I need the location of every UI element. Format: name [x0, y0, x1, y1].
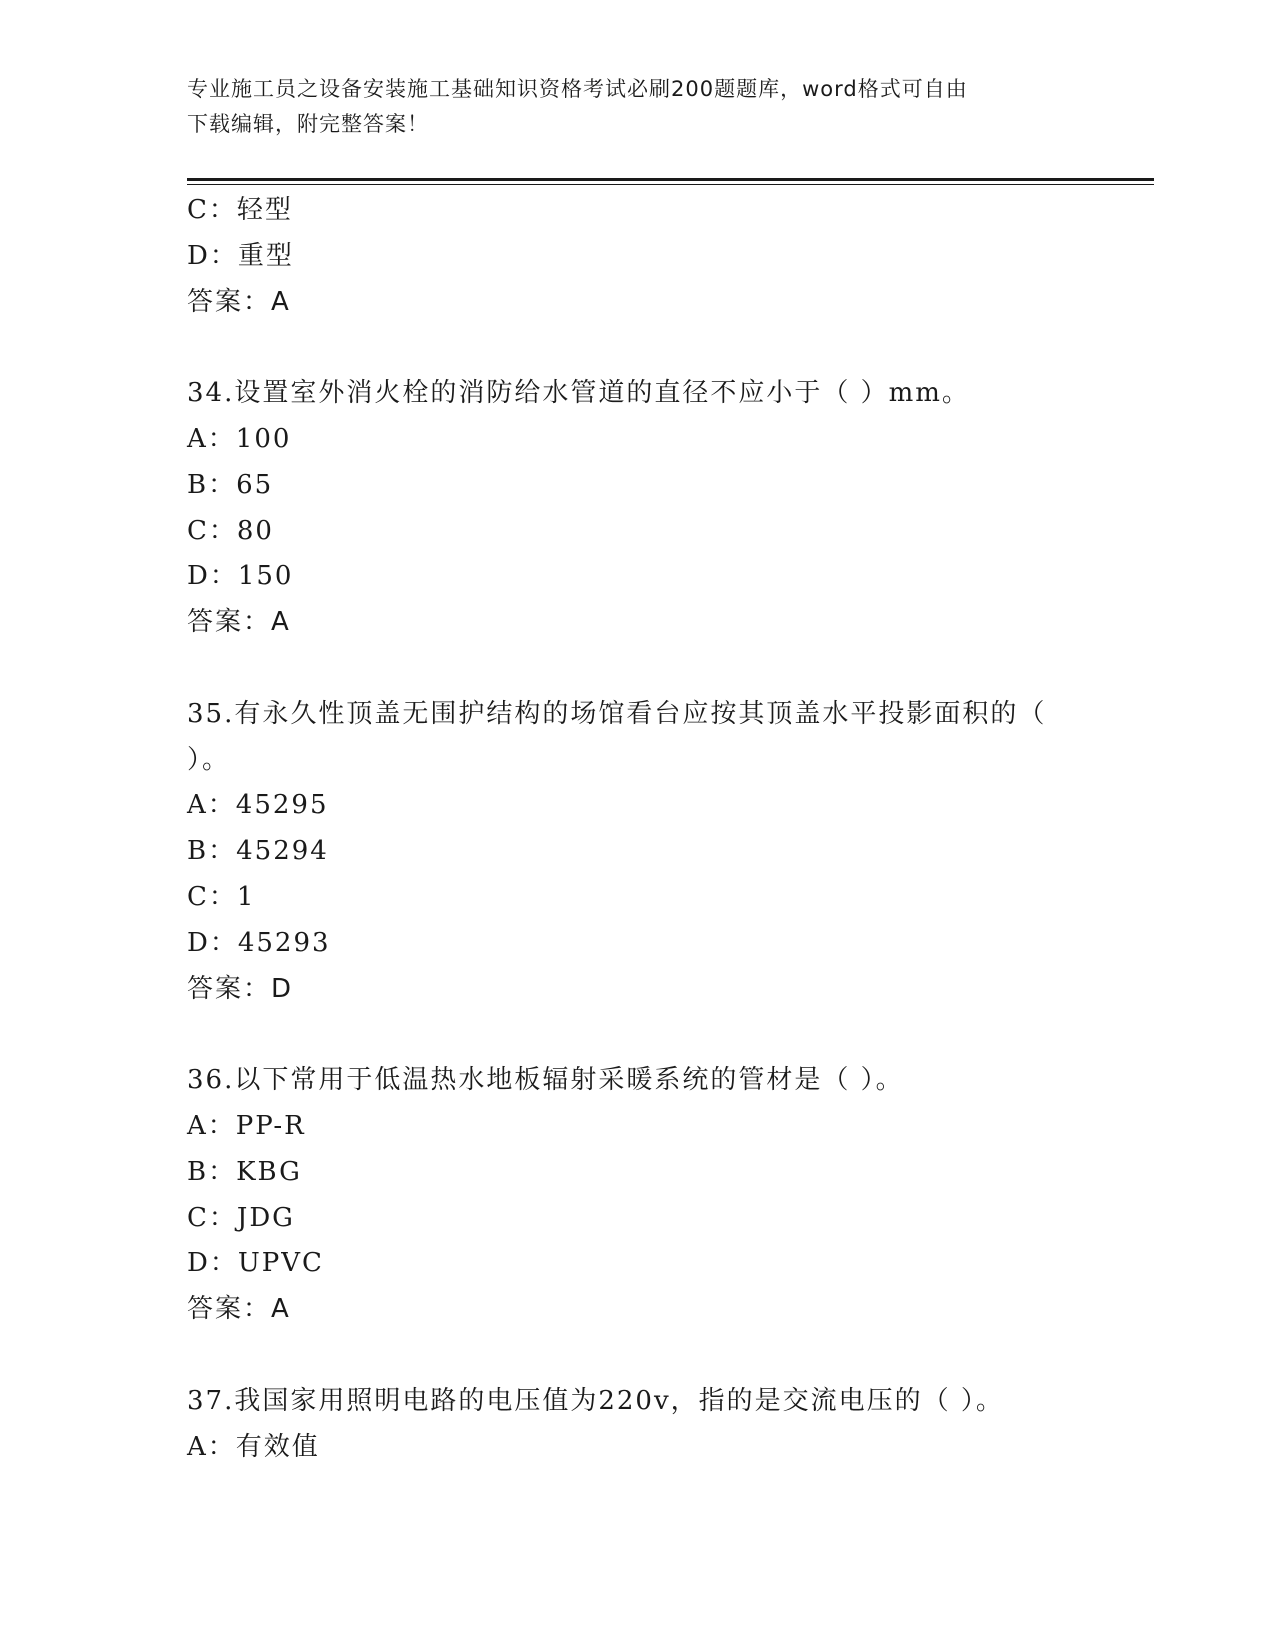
- question-stem: 34.设置室外消火栓的消防给水管道的直径不应小于（ ）mm。: [187, 378, 970, 409]
- answer-line: 答案：D: [187, 973, 294, 1004]
- header-title-line-1: 专业施工员之设备安装施工基础知识资格考试必刷200题题库，word格式可自由: [187, 77, 968, 101]
- question-block-35: [187, 692, 1107, 1013]
- option-d: D：150: [187, 561, 294, 592]
- answer-line: 答案：A: [187, 607, 291, 638]
- header-title-line-2: 下载编辑，附完整答案！: [187, 112, 429, 136]
- spacer: [187, 325, 1107, 371]
- answer-line: 答案：A: [187, 286, 291, 317]
- question-block-34: [187, 371, 1107, 646]
- option-a: A：有效值: [187, 1431, 320, 1462]
- question-stem-line-2: ）。: [187, 744, 231, 775]
- option-c: C：80: [187, 515, 274, 546]
- question-stem-line-1: 35.有永久性顶盖无围护结构的场馆看台应按其顶盖水平投影面积的（: [187, 698, 1047, 729]
- option-a: A：100: [187, 423, 292, 454]
- spacer: [187, 1012, 1107, 1058]
- option-a: A：PP-R: [187, 1110, 306, 1141]
- option-d: D：45293: [187, 927, 331, 958]
- option-c: C：1: [187, 881, 256, 912]
- question-stem: 36.以下常用于低温热水地板辐射采暖系统的管材是（ ）。: [187, 1065, 904, 1096]
- question-list: [187, 188, 1107, 1470]
- header-divider-thick: [187, 178, 1154, 181]
- header-divider-thin: [187, 184, 1154, 185]
- option-c: C：轻型: [187, 195, 293, 225]
- question-stem: 37.我国家用照明电路的电压值为220v，指的是交流电压的（ ）。: [187, 1385, 1004, 1416]
- option-b: B：KBG: [187, 1156, 302, 1187]
- question-block-33-tail: [187, 188, 1107, 325]
- option-c: C：JDG: [187, 1202, 295, 1233]
- spacer: [187, 646, 1107, 692]
- document-header: [187, 72, 1087, 142]
- question-block-36: [187, 1058, 1107, 1333]
- answer-line: 答案：A: [187, 1294, 291, 1325]
- question-block-37: [187, 1379, 1107, 1471]
- option-a: A：45295: [187, 790, 329, 821]
- option-b: B：45294: [187, 836, 329, 867]
- option-d: D：重型: [187, 240, 294, 271]
- option-d: D：UPVC: [187, 1248, 324, 1279]
- option-b: B：65: [187, 469, 274, 500]
- spacer: [187, 1333, 1107, 1379]
